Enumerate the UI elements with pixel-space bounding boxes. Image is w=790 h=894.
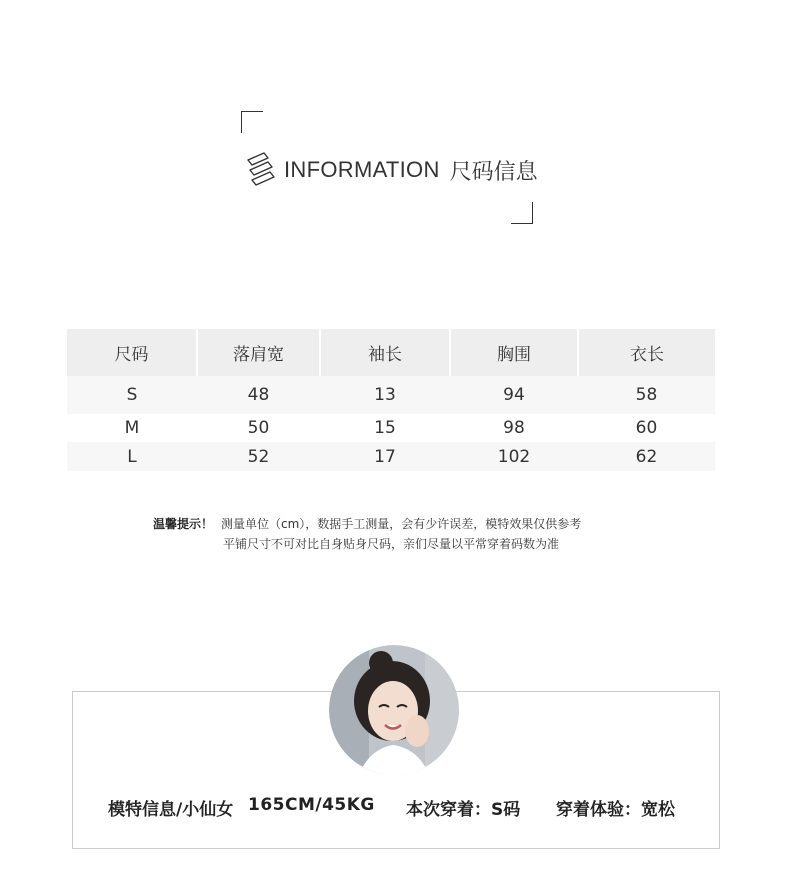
tips-label: 温馨提示！ bbox=[153, 517, 214, 531]
size-table bbox=[67, 329, 715, 471]
cell-size: L bbox=[67, 442, 197, 471]
model-portrait-image bbox=[329, 645, 459, 775]
title-chinese: 尺码信息 bbox=[449, 159, 538, 185]
cell-sleeve-length: 13 bbox=[320, 376, 450, 414]
stripes-icon bbox=[244, 150, 278, 190]
cell-sleeve-length: 17 bbox=[320, 442, 450, 471]
table-row bbox=[67, 376, 715, 414]
header-shoulder-width: 落肩宽 bbox=[197, 329, 320, 376]
cell-sleeve-length: 15 bbox=[320, 414, 450, 442]
cell-size: S bbox=[67, 376, 197, 414]
corner-bracket-top-left bbox=[241, 111, 263, 133]
title-english: INFORMATION bbox=[284, 157, 440, 182]
cell-shoulder-width: 48 bbox=[197, 376, 320, 414]
table-row bbox=[67, 414, 715, 442]
model-fit: 穿着体验：宽松 bbox=[556, 800, 675, 820]
model-size-worn: 本次穿着：S码 bbox=[406, 800, 521, 820]
header-size: 尺码 bbox=[67, 329, 197, 376]
cell-shoulder-width: 50 bbox=[197, 414, 320, 442]
section-title bbox=[244, 150, 538, 190]
cell-chest: 98 bbox=[450, 414, 578, 442]
cell-chest: 102 bbox=[450, 442, 578, 471]
cell-chest: 94 bbox=[450, 376, 578, 414]
cell-shoulder-width: 52 bbox=[197, 442, 320, 471]
tips-text-1: 测量单位（cm），数据手工测量，会有少许误差，模特效果仅供参考 bbox=[221, 517, 582, 531]
cell-length: 62 bbox=[578, 442, 715, 471]
cell-length: 58 bbox=[578, 376, 715, 414]
corner-bracket-bottom-right bbox=[511, 202, 533, 224]
model-name: 模特信息/小仙女 bbox=[108, 800, 234, 820]
cell-size: M bbox=[67, 414, 197, 442]
model-stats: 165CM/45KG bbox=[248, 795, 375, 815]
header-sleeve-length: 袖长 bbox=[320, 329, 450, 376]
tips-line-1 bbox=[153, 514, 581, 534]
header-length: 衣长 bbox=[578, 329, 715, 376]
table-row bbox=[67, 442, 715, 471]
cell-length: 60 bbox=[578, 414, 715, 442]
tips-text-2: 平铺尺寸不可对比自身贴身尺码，亲们尽量以平常穿着码数为准 bbox=[223, 537, 560, 551]
model-avatar bbox=[329, 645, 459, 775]
header-chest: 胸围 bbox=[450, 329, 578, 376]
table-header-row bbox=[67, 329, 715, 376]
